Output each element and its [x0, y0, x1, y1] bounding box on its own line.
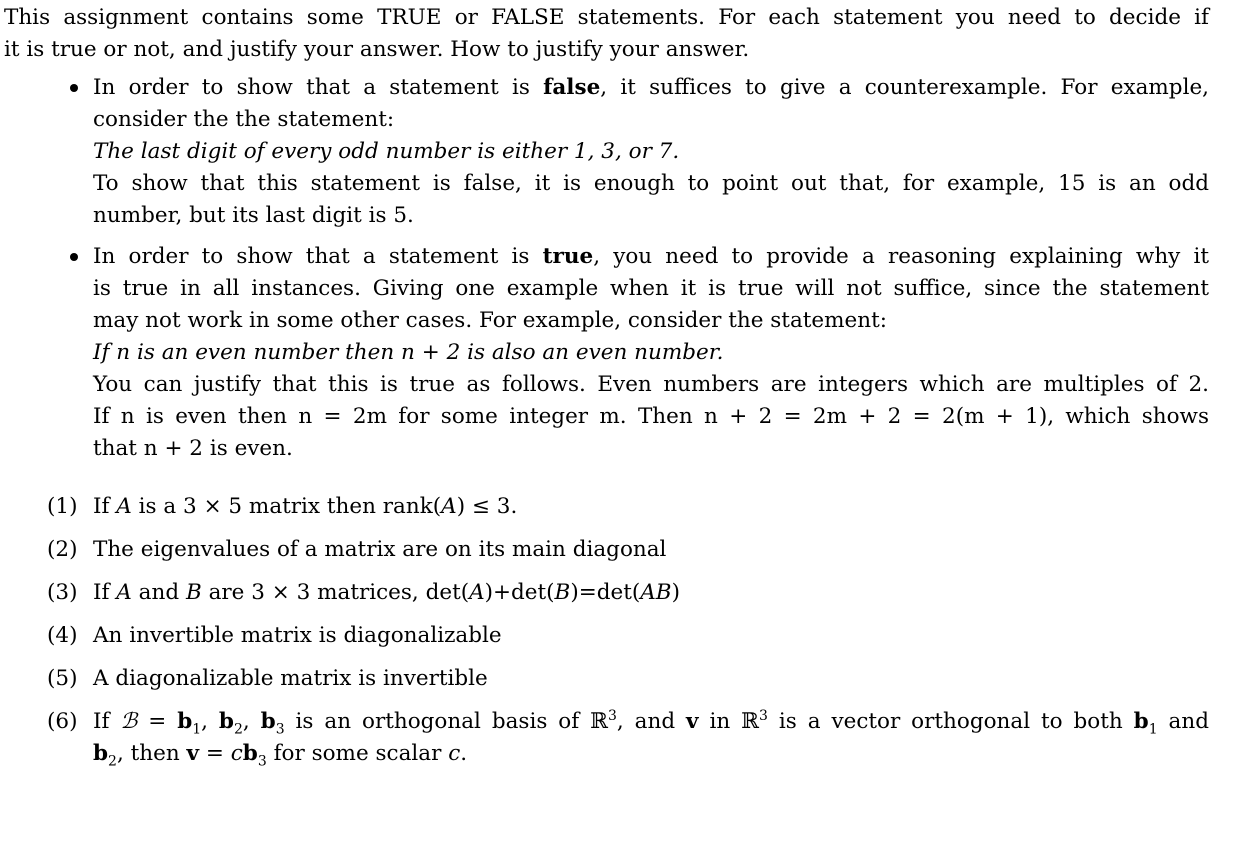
statement-number: (2)	[47, 537, 78, 562]
keyword-false: false	[543, 75, 601, 100]
rule-true-line-6: If n is even then n = 2m for some integer m. Then n + 2 = 2m + 2 = 2(m + 1), which shows	[93, 404, 1209, 429]
bullet-dot-icon	[70, 84, 78, 92]
statement-number: (6)	[47, 709, 78, 734]
statement-2	[4, 534, 1209, 566]
statement-4	[4, 620, 1209, 652]
statement-text: The eigenvalues of a matrix are on its main diagonal	[93, 537, 667, 562]
rule-false-line-5: number, but its last digit is 5.	[93, 203, 414, 228]
statement-number: (5)	[47, 666, 78, 691]
false-example-statement: The last digit of every odd number is either 1, 3, or 7.	[93, 139, 680, 164]
statement-text: An invertible matrix is diagonalizable	[93, 623, 502, 648]
keyword-true: true	[542, 244, 594, 269]
rule-true-line-2: is true in all instances. Giving one example when it is true will not suffice, since the statement	[93, 276, 1209, 301]
intro-paragraph	[4, 2, 1209, 66]
statement-6-line-1: If ℬ = $b_1$, $b_2$, $b_3$ is an orthogonal basis of ℝ$^3$, and v in ℝ$^3$ is a vector orthogonal to both $b_1$ and	[93, 707, 1209, 738]
rule-false-line-2: consider the the statement:	[93, 107, 395, 132]
statement-list	[4, 491, 1209, 770]
statement-1: (1) If A is a 3 × 5 matrix then rank(A) ≤ 3.	[4, 491, 1209, 523]
rule-false-line-1: In order to show that a statement is false, it suffices to give a counterexample. For example,	[93, 75, 1209, 100]
statement-number: (4)	[47, 623, 78, 648]
rule-true-line-3: may not work in some other cases. For example, consider the statement:	[93, 308, 887, 333]
statement-5	[4, 663, 1209, 695]
rule-true	[4, 241, 1209, 465]
intro-line-1: This assignment contains some TRUE or FALSE statements. For each statement you need to decide if	[4, 5, 1209, 30]
rule-true-line-5: You can justify that this is true as follows. Even numbers are integers which are multiples of 2.	[93, 372, 1209, 397]
assignment-page	[4, 2, 1209, 781]
statement-number: (3)	[47, 580, 78, 605]
true-example-statement: If n is an even number then n + 2 is also an even number.	[93, 340, 724, 365]
rule-false	[4, 72, 1209, 232]
statement-text: A diagonalizable matrix is invertible	[93, 666, 488, 691]
intro-line-2: it is true or not, and justify your answer. How to justify your answer.	[4, 37, 750, 62]
rule-true-line-1: In order to show that a statement is true, you need to provide a reasoning explaining why it	[93, 244, 1210, 269]
bullet-dot-icon	[70, 253, 78, 261]
justification-rules	[4, 72, 1209, 465]
statement-6	[4, 706, 1209, 770]
rule-false-line-4: To show that this statement is false, it is enough to point out that, for example, 15 is an odd	[93, 171, 1209, 196]
rule-true-line-7: that n + 2 is even.	[93, 436, 293, 461]
statement-6-line-2: $b_2$, then $v = cb_3$ for some scalar c.	[93, 741, 468, 770]
statement-3: (3) If A and B are 3 × 3 matrices, det(A)+det(B)=det(AB)	[4, 577, 1209, 609]
statement-number: (1)	[47, 494, 78, 519]
